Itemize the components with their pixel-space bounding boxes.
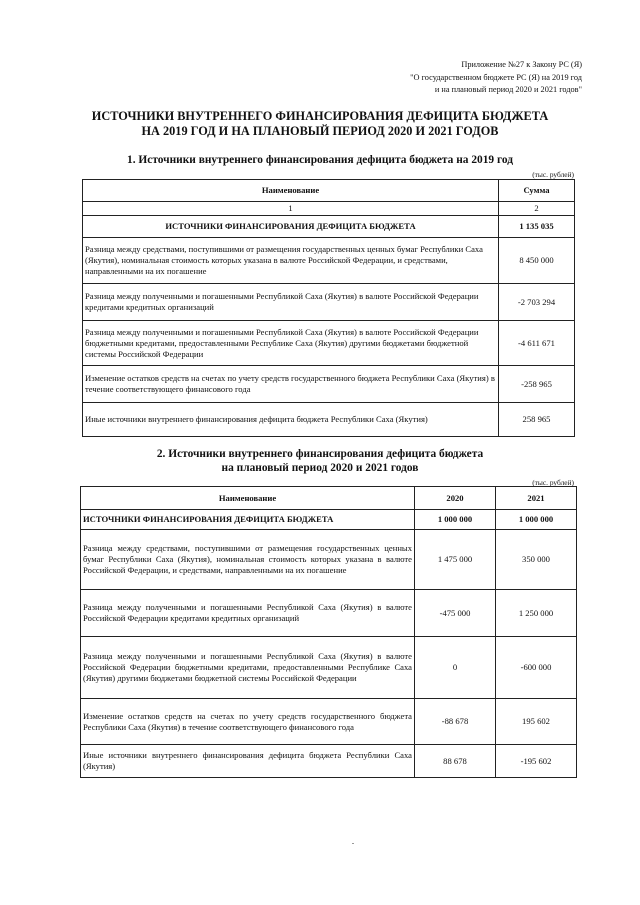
row-name: Разница между средствами, поступившими от размещения государственных ценных бумаг Республики Саха (Якутия), номинальная стоимость которых указана в валюте Российской Федерации, и средствами, направленными на их погашение — [81, 530, 415, 590]
section2-title — [60, 447, 580, 475]
row-2021: 195 602 — [496, 699, 577, 745]
section1-numbering-col1: 1 — [83, 202, 499, 216]
section1-header-row — [83, 180, 575, 202]
row-2020: 0 — [415, 637, 496, 699]
row-2020: 1 475 000 — [415, 530, 496, 590]
row-name: Разница между полученными и погашенными Республикой Саха (Якутия) в валюте Российской Федерации бюджетными кредитами, предоставленными Республике Саха (Якутия) другими бюджетами бюджетной системы Российской Федерации — [83, 321, 499, 366]
appendix-line-1: Приложение №27 к Закону РС (Я) — [461, 60, 582, 69]
row-sum: 258 965 — [499, 403, 575, 437]
row-2021: 1 250 000 — [496, 590, 577, 637]
row-name: Разница между средствами, поступившими от размещения государственных ценных бумаг Республики Саха (Якутия), номинальная стоимость которых указана в валюте Российской Федерации, и средствами, направленными на их погашение — [83, 238, 499, 284]
row-sum: 8 450 000 — [499, 238, 575, 284]
section1-header-sum: Сумма — [499, 180, 575, 202]
section2-title-line-2: на плановый период 2020 и 2021 годов — [221, 462, 419, 474]
document-title-line-1: ИСТОЧНИКИ ВНУТРЕННЕГО ФИНАНСИРОВАНИЯ ДЕФИЦИТА БЮДЖЕТА — [91, 109, 549, 123]
section1-numbering-col2: 2 — [499, 202, 575, 216]
section1-title: 1. Источники внутреннего финансирования дефицита бюджета на 2019 год — [127, 154, 513, 166]
table-row — [83, 321, 575, 366]
section1-total-name: ИСТОЧНИКИ ФИНАНСИРОВАНИЯ ДЕФИЦИТА БЮДЖЕТА — [83, 216, 499, 238]
row-name: Иные источники внутреннего финансирования дефицита бюджета Республики Саха (Якутия) — [81, 745, 415, 778]
scan-speck — [352, 843, 354, 844]
section2-table — [80, 486, 577, 778]
section2-unit: (тыс. рублей) — [532, 478, 574, 487]
table-row — [81, 590, 577, 637]
section2-total-name: ИСТОЧНИКИ ФИНАНСИРОВАНИЯ ДЕФИЦИТА БЮДЖЕТА — [81, 510, 415, 530]
section2-header-name: Наименование — [81, 487, 415, 510]
section2-header-2021: 2021 — [496, 487, 577, 510]
row-2020: 88 678 — [415, 745, 496, 778]
appendix-line-2: "О государственном бюджете РС (Я) на 2019 год — [410, 72, 582, 82]
table-row — [81, 530, 577, 590]
row-name: Изменение остатков средств на счетах по учету средств государственного бюджета Республики Саха (Якутия) в течение соответствующего финансового года — [83, 366, 499, 403]
row-sum: -258 965 — [499, 366, 575, 403]
document-title — [60, 109, 580, 139]
section2-header-row — [81, 487, 577, 510]
row-2021: -600 000 — [496, 637, 577, 699]
section1-numbering-row — [83, 202, 575, 216]
section2-title-line-1: 2. Источники внутреннего финансирования дефицита бюджета — [156, 448, 484, 460]
row-name: Изменение остатков средств на счетах по учету средств государственного бюджета Республики Саха (Якутия) в течение соответствующего финансового года — [81, 699, 415, 745]
section2-total-2020: 1 000 000 — [415, 510, 496, 530]
row-name: Разница между полученными и погашенными Республикой Саха (Якутия) в валюте Российской Федерации кредитами кредитных организаций — [81, 590, 415, 637]
appendix-note — [262, 59, 582, 97]
section2-header-2020: 2020 — [415, 487, 496, 510]
section2-total-row — [81, 510, 577, 530]
section1-table — [82, 179, 575, 437]
row-sum: -2 703 294 — [499, 284, 575, 321]
section2-total-2021: 1 000 000 — [496, 510, 577, 530]
row-2021: 350 000 — [496, 530, 577, 590]
row-2020: -475 000 — [415, 590, 496, 637]
row-2020: -88 678 — [415, 699, 496, 745]
appendix-line-3: и на плановый период 2020 и 2021 годов" — [434, 85, 582, 94]
document-title-line-2: НА 2019 ГОД И НА ПЛАНОВЫЙ ПЕРИОД 2020 И 2021 ГОДОВ — [141, 124, 499, 138]
table-row — [83, 366, 575, 403]
row-name: Иные источники внутреннего финансирования дефицита бюджета Республики Саха (Якутия) — [83, 403, 499, 437]
section1-unit: (тыс. рублей) — [532, 170, 574, 179]
section1-total-row — [83, 216, 575, 238]
section1-header-name: Наименование — [83, 180, 499, 202]
table-row — [83, 403, 575, 437]
table-row — [81, 745, 577, 778]
row-name: Разница между полученными и погашенными Республикой Саха (Якутия) в валюте Российской Федерации кредитами кредитных организаций — [83, 284, 499, 321]
table-row — [83, 284, 575, 321]
table-row — [83, 238, 575, 284]
section1-total-sum: 1 135 035 — [499, 216, 575, 238]
row-name: Разница между полученными и погашенными Республикой Саха (Якутия) в валюте Российской Федерации бюджетными кредитами, предоставленными Республике Саха (Якутия) другими бюджетами бюджетной системы Российской Федерации — [81, 637, 415, 699]
row-sum: -4 611 671 — [499, 321, 575, 366]
row-2021: -195 602 — [496, 745, 577, 778]
table-row — [81, 637, 577, 699]
table-row — [81, 699, 577, 745]
